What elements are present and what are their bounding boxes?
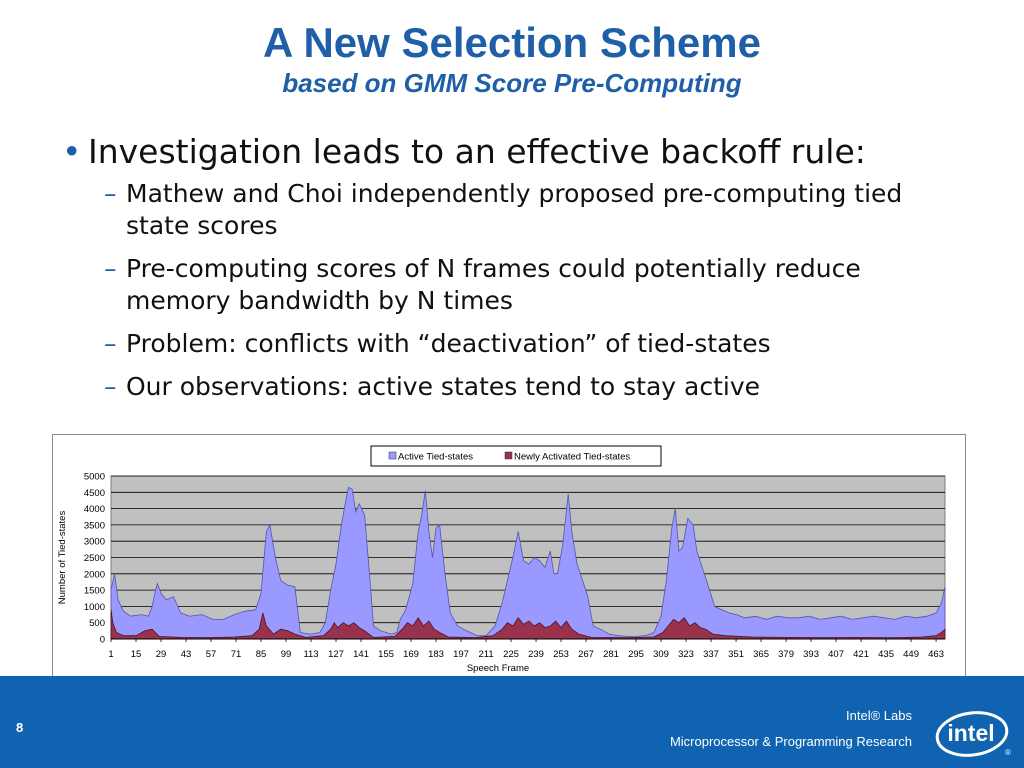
x-tick-label: 85 (255, 649, 267, 660)
tied-states-chart (53, 435, 965, 677)
slide-title: A New Selection Scheme (263, 19, 761, 66)
x-tick-label: 295 (628, 649, 644, 660)
legend-label-new: Newly Activated Tied-states (514, 451, 631, 463)
dash-marker: – (104, 372, 117, 401)
x-tick-label: 449 (903, 649, 919, 660)
x-tick-label: 393 (803, 649, 819, 660)
x-tick-label: 29 (155, 649, 167, 660)
x-tick-label: 379 (778, 649, 794, 660)
x-tick-label: 239 (528, 649, 544, 660)
x-tick-label: 351 (728, 649, 744, 660)
y-tick-label: 4500 (83, 487, 105, 499)
x-tick-label: 15 (130, 649, 142, 660)
intel-logo (934, 706, 1014, 760)
x-tick-label: 309 (653, 649, 669, 660)
registered-mark: ® (1005, 748, 1011, 757)
x-axis-title: Speech Frame (466, 663, 530, 674)
y-tick-label: 2500 (83, 553, 105, 564)
x-tick-label: 267 (578, 649, 594, 660)
x-tick-label: 1 (108, 649, 114, 660)
footer-group-name: Microprocessor & Programming Research (669, 734, 912, 749)
y-tick-label: 3500 (83, 520, 105, 532)
sub-bullet (62, 371, 962, 403)
legend-swatch-new (505, 452, 512, 459)
sub-bullet-text: Pre-computing scores of N frames could potentially reduce memory bandwidth by N times (126, 254, 861, 315)
legend-label-active: Active Tied-states (398, 451, 473, 463)
x-tick-label: 337 (703, 649, 719, 660)
y-tick-label: 2000 (83, 569, 105, 581)
x-tick-label: 127 (328, 649, 344, 660)
sub-bullet-text: Problem: conflicts with “deactivation” of tied-states (126, 329, 771, 358)
x-tick-label: 211 (478, 649, 494, 660)
x-tick-label: 365 (753, 649, 769, 660)
x-tick-label: 225 (503, 649, 519, 660)
y-tick-label: 3000 (83, 536, 105, 548)
intel-logo-text: intel (947, 720, 995, 746)
dash-marker: – (104, 254, 117, 283)
x-tick-label: 155 (378, 649, 394, 660)
y-tick-label: 500 (89, 618, 105, 630)
page-number: 8 (16, 720, 24, 735)
sub-bullet (62, 328, 962, 360)
sub-bullet-text: Mathew and Choi independently proposed pre-computing tied state scores (126, 179, 903, 240)
bullet-list (62, 132, 962, 414)
x-tick-label: 183 (428, 649, 444, 660)
main-bullet-text: Investigation leads to an effective backoff rule: (88, 132, 866, 171)
y-tick-label: 4000 (83, 504, 105, 516)
dash-marker: – (104, 179, 117, 208)
x-tick-label: 421 (853, 649, 869, 660)
x-tick-label: 71 (230, 649, 242, 660)
x-tick-label: 197 (453, 649, 469, 660)
x-tick-label: 281 (603, 649, 619, 660)
x-tick-label: 407 (828, 649, 844, 660)
slide-subtitle: based on GMM Score Pre-Computing (282, 68, 742, 98)
x-tick-label: 141 (353, 649, 369, 660)
sub-bullet (62, 253, 962, 317)
y-tick-label: 5000 (83, 471, 105, 483)
y-tick-label: 1500 (83, 585, 105, 597)
legend-swatch-active (389, 452, 396, 459)
chart-frame (52, 434, 966, 678)
sub-bullet-text: Our observations: active states tend to stay active (126, 372, 760, 401)
x-tick-label: 113 (303, 649, 319, 660)
sub-bullet (62, 178, 962, 242)
x-tick-label: 57 (205, 649, 217, 660)
x-tick-label: 253 (553, 649, 569, 660)
x-tick-label: 169 (403, 649, 419, 660)
main-bullet (62, 132, 962, 172)
y-tick-label: 0 (99, 634, 105, 646)
x-tick-label: 323 (678, 649, 694, 660)
footer-lab-name: Intel® Labs (846, 708, 912, 723)
x-tick-label: 435 (878, 649, 894, 660)
x-tick-label: 463 (928, 649, 945, 660)
dash-marker: – (104, 329, 117, 358)
y-tick-label: 1000 (83, 601, 105, 613)
x-tick-label: 99 (280, 649, 292, 660)
x-tick-label: 43 (180, 649, 192, 660)
bullet-marker: • (62, 132, 82, 171)
y-axis-title: Number of Tied-states (57, 510, 68, 605)
